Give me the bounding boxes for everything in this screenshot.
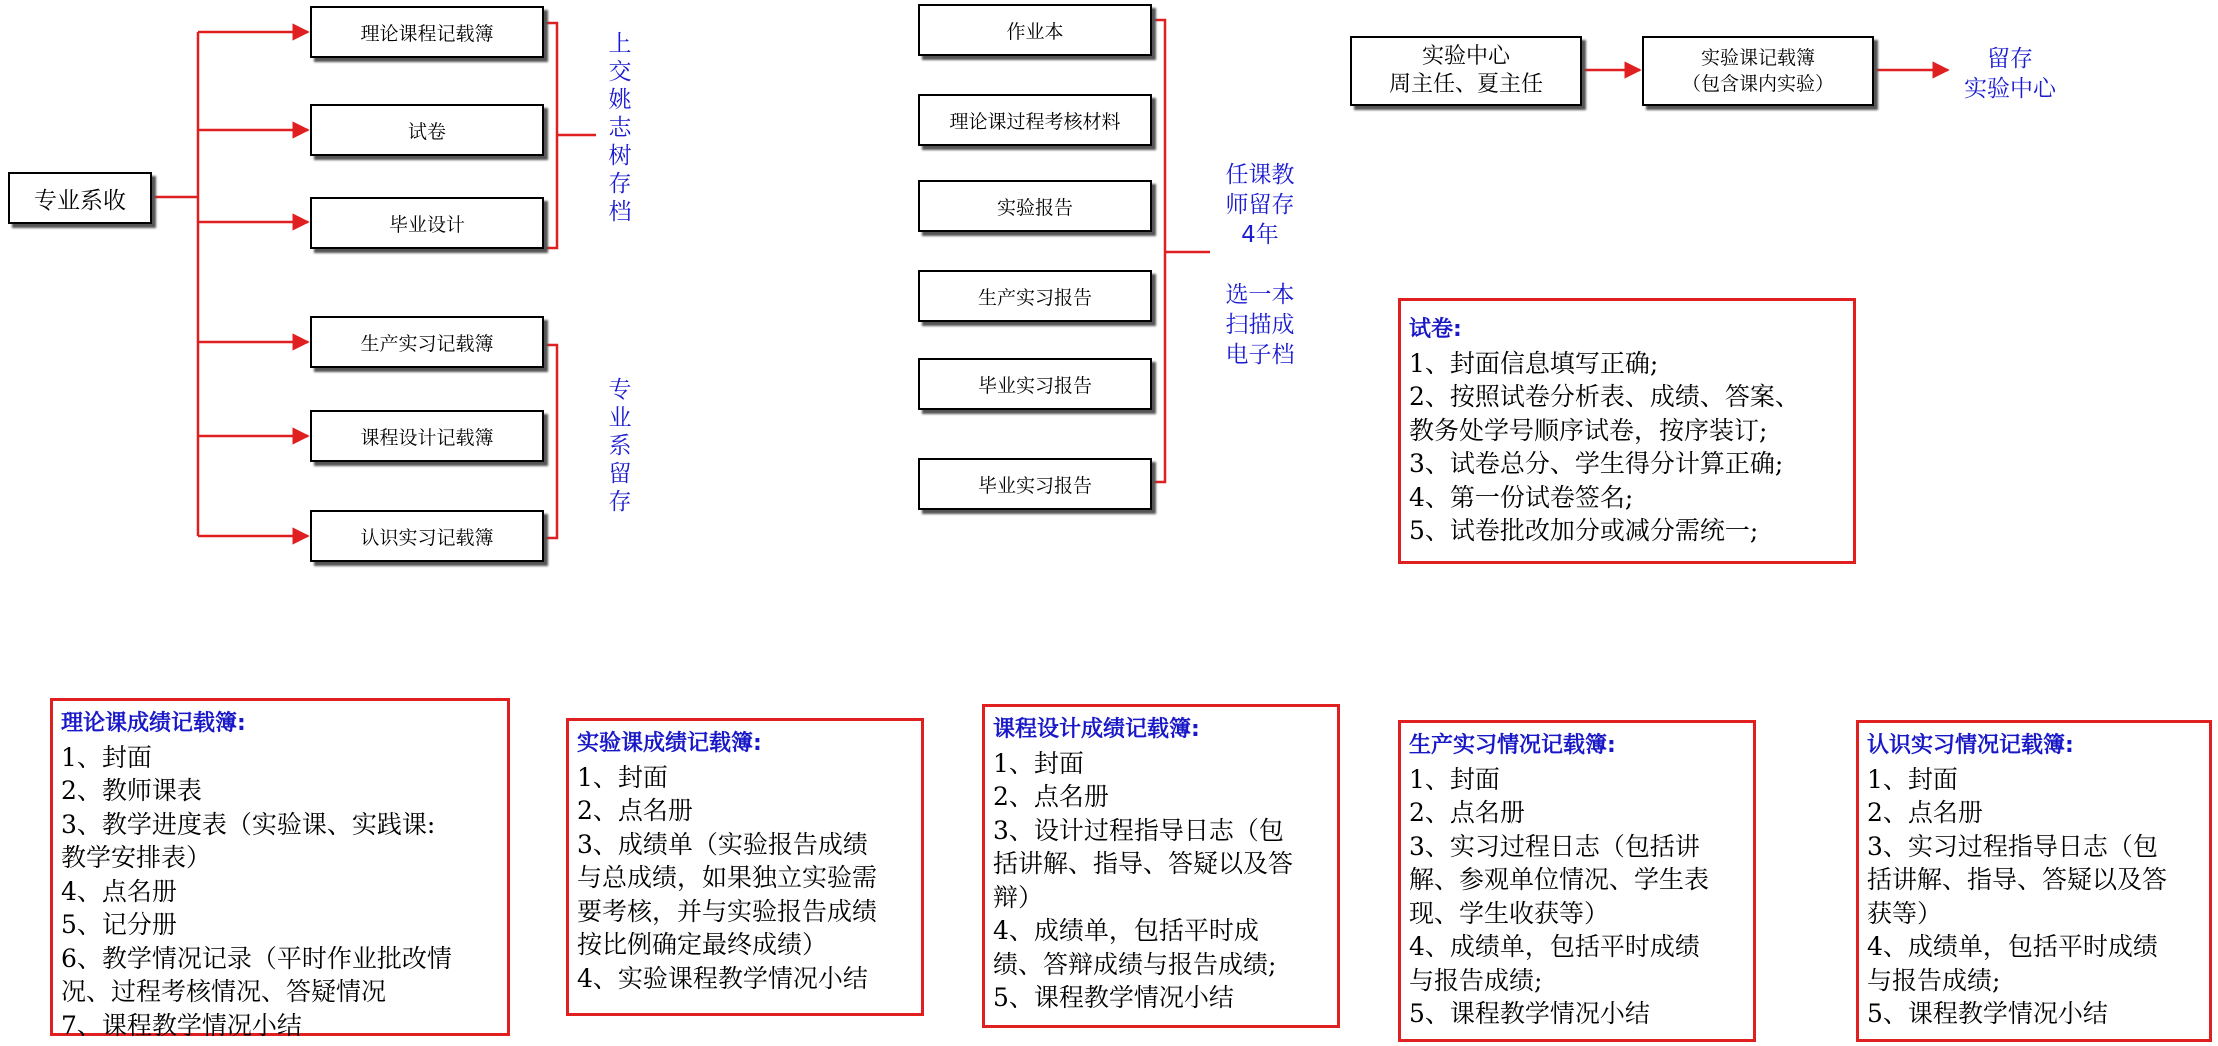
text-line: 括讲解、指导、答疑以及答 — [1867, 865, 2168, 894]
text-line: 专 — [608, 377, 632, 403]
text-line: 5、记分册 — [61, 910, 177, 939]
node-label: 毕业设计 — [388, 213, 465, 236]
text-line: 扫描成 — [1225, 312, 1295, 338]
text-line: 1、封面信息填写正确; — [1409, 348, 1659, 378]
text-line: 2、教师课表 — [61, 776, 202, 805]
text-line: 树 — [608, 143, 632, 169]
text-line: 与总成绩，如果独立实验需 — [577, 863, 878, 892]
text-line: 4、成绩单，包括平时成绩 — [1409, 932, 1700, 961]
text-line: 获等） — [1867, 898, 1943, 928]
text-line: 现、学生收获等） — [1409, 898, 1610, 928]
text-line: 留存 — [1987, 46, 2033, 72]
node-label: 认识实习记载簿 — [360, 526, 494, 549]
node-graduation-report-2 — [918, 458, 1152, 510]
node-theory-record-book — [310, 6, 544, 58]
text-line: 6、教学情况记录（平时作业批改情 — [61, 943, 452, 973]
text-line: 7、课程教学情况小结 — [61, 1010, 302, 1040]
text-line: 4、实验课程教学情况小结 — [577, 963, 868, 993]
text-line: 2、点名册 — [1867, 798, 1983, 827]
node-homework — [918, 4, 1152, 56]
cognition-internship-book-note — [1856, 720, 2212, 1042]
text-line: 括讲解、指导、答疑以及答 — [993, 849, 1294, 878]
note-title: 理论课成绩记载簿: — [61, 711, 246, 736]
text-line: 绩、答辩成绩与报告成绩; — [993, 949, 1277, 979]
text-line: 2、点名册 — [1409, 798, 1525, 827]
lab-book-line1: 实验课记载簿 — [1700, 47, 1815, 69]
text-line: 实验中心 — [1964, 76, 2056, 102]
text-line: 与报告成绩; — [1867, 965, 2001, 995]
text-line: 交 — [608, 59, 632, 85]
text-line: 存 — [608, 171, 632, 197]
text-line: 5、课程教学情况小结 — [993, 983, 1234, 1012]
text-line: 电子档 — [1225, 342, 1295, 368]
node-cognition-internship-record — [310, 510, 544, 562]
theory-grade-book-note — [50, 698, 510, 1040]
text-line: 师留存 — [1225, 192, 1295, 218]
note-title: 认识实习情况记载簿: — [1867, 733, 2074, 758]
text-line: 解、参观单位情况、学生表 — [1409, 865, 1710, 894]
teacher-keep-note — [1210, 160, 1310, 250]
node-label: 生产实习报告 — [977, 286, 1092, 309]
node-production-internship-record — [310, 316, 544, 368]
text-line: 任课教 — [1225, 162, 1295, 188]
node-exam-paper — [310, 104, 544, 156]
text-line: 系 — [608, 433, 632, 459]
scan-note — [1210, 280, 1310, 370]
node-label: 试卷 — [407, 120, 446, 143]
group1-archive-note — [600, 30, 640, 226]
node-label: 毕业实习报告 — [977, 474, 1092, 497]
node-label: 毕业实习报告 — [977, 374, 1092, 397]
text-line: 3、实习过程日志（包括讲 — [1409, 831, 1700, 861]
note-title: 生产实习情况记载簿: — [1409, 733, 1616, 758]
root-node — [8, 172, 152, 224]
text-line: 1、封面 — [1867, 764, 1958, 794]
note-title: 试卷: — [1409, 317, 1462, 342]
text-line: 4、成绩单，包括平时成绩 — [1867, 932, 2158, 961]
course-design-grade-book-note — [982, 704, 1340, 1028]
lab-grade-book-note — [566, 718, 924, 1016]
lab-center-line1: 实验中心 — [1421, 44, 1510, 69]
text-line: 4、第一份试卷签名; — [1409, 482, 1634, 512]
text-line: 志 — [608, 115, 632, 141]
text-line: 教务处学号顺序试卷，按序装订; — [1409, 415, 1768, 445]
lab-center-line2: 周主任、夏主任 — [1388, 72, 1543, 97]
lab-keep-note — [1950, 44, 2070, 104]
note-title: 实验课成绩记载簿: — [577, 731, 762, 756]
text-line: 3、实习过程指导日志（包 — [1867, 831, 2158, 861]
text-line: 业 — [608, 405, 632, 431]
text-line: 4年 — [1241, 222, 1279, 248]
text-line: 2、按照试卷分析表、成绩、答案、 — [1409, 382, 1800, 411]
text-line: 2、点名册 — [577, 796, 693, 825]
text-line: 3、试卷总分、学生得分计算正确; — [1409, 449, 1784, 478]
node-assessment-materials — [918, 94, 1152, 146]
node-label: 课程设计记载簿 — [360, 426, 494, 449]
text-line: 1、封面 — [993, 748, 1084, 778]
node-course-design-record — [310, 410, 544, 462]
text-line: 2、点名册 — [993, 782, 1109, 811]
node-graduation-report-1 — [918, 358, 1152, 410]
text-line: 选一本 — [1225, 282, 1295, 308]
node-label: 实验报告 — [996, 196, 1073, 219]
lab-center-node — [1350, 36, 1582, 106]
text-line: 3、成绩单（实验报告成绩 — [577, 829, 868, 859]
text-line: 姚 — [608, 87, 632, 113]
text-line: 留 — [608, 461, 632, 487]
text-line: 1、封面 — [61, 742, 152, 772]
text-line: 档 — [608, 199, 632, 225]
production-internship-book-note — [1398, 720, 1756, 1042]
text-line: 5、试卷批改加分或减分需统一; — [1409, 516, 1759, 545]
text-line: 辩） — [993, 882, 1044, 912]
text-line: 存 — [608, 489, 632, 515]
lab-record-book-node — [1642, 36, 1874, 106]
text-line: 要考核，并与实验报告成绩 — [577, 896, 878, 926]
text-line: 上 — [608, 31, 632, 57]
root-label: 专业系收 — [34, 187, 126, 214]
text-line: 1、封面 — [577, 762, 668, 792]
exam-requirements-note — [1398, 298, 1856, 564]
text-line: 3、教学进度表（实验课、实践课: — [61, 809, 436, 839]
text-line: 1、封面 — [1409, 764, 1500, 794]
node-label: 生产实习记载簿 — [360, 332, 494, 355]
text-line: 5、课程教学情况小结 — [1409, 999, 1650, 1028]
text-line: 5、课程教学情况小结 — [1867, 999, 2108, 1028]
text-line: 4、点名册 — [61, 876, 177, 906]
note-title: 课程设计成绩记载簿: — [993, 717, 1200, 742]
group2-keep-note — [600, 376, 640, 516]
node-label: 作业本 — [1006, 20, 1064, 43]
node-graduation-design — [310, 197, 544, 249]
node-label: 理论课过程考核材料 — [949, 110, 1121, 133]
node-production-report — [918, 270, 1152, 322]
text-line: 教学安排表） — [61, 843, 212, 872]
text-line: 3、设计过程指导日志（包 — [993, 815, 1284, 845]
node-lab-report — [918, 180, 1152, 232]
text-line: 与报告成绩; — [1409, 965, 1543, 995]
lab-book-line2: （包含课内实验） — [1681, 73, 1834, 95]
node-label: 理论课程记载簿 — [360, 22, 494, 45]
text-line: 况、过程考核情况、答疑情况 — [61, 977, 387, 1006]
text-line: 4、成绩单，包括平时成 — [993, 916, 1259, 945]
text-line: 按比例确定最终成绩） — [577, 930, 828, 959]
